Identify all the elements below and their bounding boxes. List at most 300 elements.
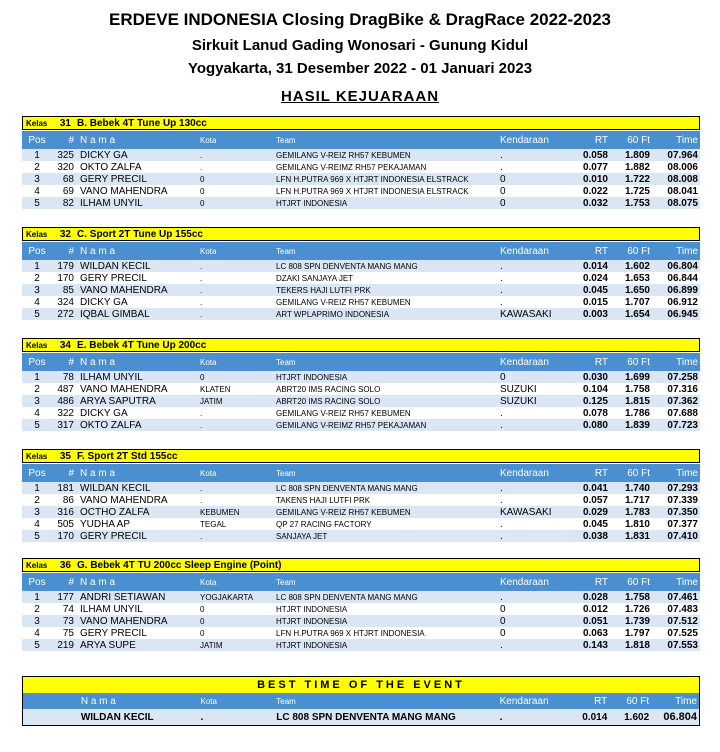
row-time: 07.410 (667, 530, 698, 542)
row-rt: 0.104 (582, 383, 608, 395)
col-rt: RT (594, 356, 608, 368)
table-row (22, 296, 700, 308)
row-kendaraan: KAWASAKI (500, 506, 552, 518)
row-ft: 1.739 (624, 615, 650, 627)
row-kendaraan: 0 (500, 185, 506, 197)
row-ft: 1.753 (624, 197, 650, 209)
row-kendaraan: . (500, 260, 503, 272)
col-pos: Pos (28, 576, 46, 588)
col-ft: 60 Ft (627, 134, 650, 146)
row-kendaraan: . (500, 407, 503, 419)
table-row (22, 383, 700, 395)
row-nama: OKTO ZALFA (80, 161, 142, 173)
col-team: Team (276, 135, 296, 145)
row-time: 06.804 (667, 260, 698, 272)
row-kendaraan: KAWASAKI (500, 308, 552, 320)
class-number: 32 (59, 228, 71, 240)
row-kendaraan: . (500, 530, 503, 542)
class-block (22, 338, 700, 431)
col-kendaraan: Kendaraan (500, 356, 549, 368)
row-nama: WILDAN KECIL (80, 260, 151, 272)
col-time: Time (676, 467, 698, 479)
row-nama: ARYA SAPUTRA (80, 395, 156, 407)
col-team: Team (276, 696, 296, 706)
col-pos: Pos (28, 356, 46, 368)
col-kendaraan: Kendaraan (499, 695, 549, 707)
row-time: 07.461 (667, 591, 698, 603)
row-number: 325 (57, 149, 74, 161)
best-team: LC 808 SPN DENVENTA MANG MANG (276, 711, 456, 723)
row-ft: 1.726 (624, 603, 650, 615)
col-kendaraan: Kendaraan (500, 576, 549, 588)
col-kota: Kota (200, 357, 217, 367)
row-team: GEMILANG V-REIMZ RH57 PEKAJAMAN (276, 420, 427, 430)
row-ft: 1.809 (624, 149, 650, 161)
row-time: 06.945 (667, 308, 698, 320)
row-team: LC 808 SPN DENVENTA MANG MANG (276, 261, 418, 271)
table-header (22, 573, 700, 591)
row-kota: 0 (200, 616, 205, 626)
col-team: Team (276, 357, 296, 367)
row-ft: 1.650 (624, 284, 650, 296)
row-kendaraan: . (500, 494, 503, 506)
row-ft: 1.654 (624, 308, 650, 320)
class-block (22, 449, 700, 542)
class-block (22, 227, 700, 320)
row-ft: 1.839 (624, 419, 650, 431)
row-team: SANJAYA JET (276, 531, 328, 541)
row-nama: YUDHA AP (80, 518, 131, 530)
class-number: 36 (59, 559, 71, 571)
row-kendaraan: . (500, 419, 503, 431)
row-kota: 0 (200, 604, 205, 614)
table-row (22, 284, 700, 296)
row-ft: 1.602 (624, 260, 650, 272)
row-nama: DICKY GA (80, 296, 128, 308)
row-number: 170 (57, 530, 74, 542)
row-pos: 4 (34, 185, 40, 197)
row-team: GEMILANG V-REIZ RH57 KEBUMEN (276, 507, 411, 517)
row-number: 68 (62, 173, 74, 185)
event-title: ERDEVE INDONESIA Closing DragBike & DragRace 2022-2023 (109, 10, 611, 29)
row-kota: 0 (200, 372, 205, 382)
row-ft: 1.810 (624, 518, 650, 530)
class-number: 35 (59, 450, 71, 462)
row-rt: 0.024 (582, 272, 608, 284)
kelas-label: Kelas (26, 340, 48, 350)
table-row (22, 260, 700, 272)
row-nama: ILHAM UNYIL (80, 371, 143, 383)
row-kendaraan: 0 (500, 627, 506, 639)
row-rt: 0.045 (582, 518, 608, 530)
row-kendaraan: 0 (500, 371, 506, 383)
row-team: LFN H.PUTRA 969 X HTJRT INDONESIA (276, 628, 425, 638)
row-number: 74 (62, 603, 74, 615)
row-kendaraan: . (500, 639, 503, 651)
row-rt: 0.015 (582, 296, 608, 308)
class-block (22, 116, 700, 209)
row-rt: 0.022 (582, 185, 608, 197)
col-pos: Pos (28, 134, 46, 146)
row-nama: VANO MAHENDRA (80, 284, 168, 296)
row-time: 08.075 (667, 197, 698, 209)
col-no: # (68, 245, 74, 257)
row-team: LFN H.PUTRA 969 X HTJRT INDONESIA ELSTRACK (276, 174, 469, 184)
row-rt: 0.014 (582, 260, 608, 272)
row-rt: 0.012 (582, 603, 608, 615)
row-kendaraan: . (500, 149, 503, 161)
table-row (22, 185, 700, 197)
row-kota: . (200, 495, 203, 505)
row-rt: 0.051 (582, 615, 608, 627)
row-ft: 1.725 (624, 185, 650, 197)
row-number: 324 (57, 296, 74, 308)
table-row (22, 530, 700, 542)
col-kota: Kota (200, 696, 217, 706)
col-kendaraan: Kendaraan (500, 467, 549, 479)
class-name: B. Bebek 4T Tune Up 130cc (77, 117, 207, 129)
col-nama: N a m a (80, 576, 116, 588)
table-row (22, 494, 700, 506)
row-number: 316 (57, 506, 74, 518)
row-kendaraan: . (500, 518, 503, 530)
table-row (22, 308, 700, 320)
col-ft: 60 Ft (627, 467, 650, 479)
row-rt: 0.030 (582, 371, 608, 383)
row-nama: VANO MAHENDRA (80, 383, 168, 395)
row-kota: JATIM (200, 396, 223, 406)
row-pos: 2 (34, 494, 40, 506)
row-pos: 4 (34, 518, 40, 530)
row-kota: . (200, 531, 203, 541)
row-kendaraan: . (500, 591, 503, 603)
row-nama: VANO MAHENDRA (80, 615, 168, 627)
row-time: 06.899 (667, 284, 698, 296)
class-title-bar (22, 449, 700, 463)
row-kendaraan: . (500, 272, 503, 284)
row-kendaraan: . (500, 482, 503, 494)
row-kota: YOGJAKARTA (200, 592, 254, 602)
table-row (22, 518, 700, 530)
row-pos: 5 (34, 197, 40, 209)
table-header (22, 131, 700, 149)
row-kendaraan: . (500, 284, 503, 296)
row-nama: ANDRI SETIAWAN (80, 591, 166, 603)
table-row (22, 506, 700, 518)
row-number: 320 (57, 161, 74, 173)
col-nama: N a m a (80, 695, 116, 707)
row-ft: 1.653 (624, 272, 650, 284)
row-number: 505 (57, 518, 74, 530)
col-team: Team (276, 577, 296, 587)
row-nama: GERY PRECIL (80, 272, 147, 284)
row-team: GEMILANG V-REIZ RH57 KEBUMEN (276, 297, 411, 307)
col-time: Time (676, 356, 698, 368)
col-no: # (68, 467, 74, 479)
row-number: 82 (62, 197, 74, 209)
row-kota: 0 (200, 174, 205, 184)
row-pos: 5 (34, 308, 40, 320)
row-team: GEMILANG V-REIZ RH57 KEBUMEN (276, 150, 411, 160)
row-kendaraan: . (500, 296, 503, 308)
row-time: 07.339 (667, 494, 698, 506)
row-kendaraan: 0 (500, 197, 506, 209)
row-number: 170 (57, 272, 74, 284)
col-team: Team (276, 246, 296, 256)
row-time: 06.912 (667, 296, 698, 308)
row-pos: 4 (34, 627, 40, 639)
best-kendaraan: . (499, 711, 503, 723)
col-kota: Kota (200, 577, 217, 587)
row-pos: 1 (34, 260, 40, 272)
col-rt: RT (594, 467, 608, 479)
row-number: 317 (57, 419, 74, 431)
row-time: 07.525 (667, 627, 698, 639)
row-ft: 1.707 (624, 296, 650, 308)
row-kendaraan: . (500, 161, 503, 173)
row-pos: 1 (34, 371, 40, 383)
row-number: 85 (62, 284, 74, 296)
col-rt: RT (594, 245, 608, 257)
table-row (22, 272, 700, 284)
table-row (22, 395, 700, 407)
col-no: # (68, 134, 74, 146)
row-team: ABRT20 IMS RACING SOLO (276, 384, 381, 394)
row-ft: 1.797 (624, 627, 650, 639)
class-title-bar (22, 558, 700, 572)
row-rt: 0.029 (582, 506, 608, 518)
event-venue: Sirkuit Lanud Gading Wonosari - Gunung Kidul (191, 37, 529, 54)
row-number: 181 (57, 482, 74, 494)
col-time: Time (676, 245, 698, 257)
row-kota: KEBUMEN (200, 507, 240, 517)
row-pos: 3 (34, 506, 40, 518)
class-name: E. Bebek 4T Tune Up 200cc (77, 339, 207, 351)
row-kota: . (200, 420, 203, 430)
table-row (22, 639, 700, 651)
row-rt: 0.057 (582, 494, 608, 506)
row-time: 08.008 (667, 173, 698, 185)
row-time: 08.006 (667, 161, 698, 173)
row-rt: 0.063 (582, 627, 608, 639)
row-rt: 0.058 (582, 149, 608, 161)
row-time: 07.723 (667, 419, 698, 431)
col-kota: Kota (200, 135, 217, 145)
row-rt: 0.041 (582, 482, 608, 494)
row-pos: 1 (34, 591, 40, 603)
row-nama: OKTO ZALFA (80, 419, 142, 431)
row-team: ART WPLAPRIMO INDONESIA (276, 309, 390, 319)
row-kota: . (200, 297, 203, 307)
row-number: 272 (57, 308, 74, 320)
row-rt: 0.010 (582, 173, 608, 185)
row-pos: 2 (34, 272, 40, 284)
row-pos: 3 (34, 284, 40, 296)
row-rt: 0.003 (582, 308, 608, 320)
row-rt: 0.080 (582, 419, 608, 431)
row-nama: GERY PRECIL (80, 627, 147, 639)
row-team: GEMILANG V-REIMZ RH57 PEKAJAMAN (276, 162, 427, 172)
row-nama: VANO MAHENDRA (80, 185, 168, 197)
section-title: HASIL KEJUARAAN (280, 88, 440, 105)
row-time: 07.553 (667, 639, 698, 651)
row-pos: 4 (34, 407, 40, 419)
row-kota: . (200, 273, 203, 283)
row-number: 322 (57, 407, 74, 419)
row-kota: JATIM (200, 640, 223, 650)
col-ft: 60 Ft (627, 576, 650, 588)
row-ft: 1.758 (624, 383, 650, 395)
row-kota: TEGAL (200, 519, 227, 529)
row-number: 486 (57, 395, 74, 407)
row-time: 07.377 (667, 518, 698, 530)
col-rt: RT (594, 695, 608, 707)
row-number: 219 (57, 639, 74, 651)
row-rt: 0.028 (582, 591, 608, 603)
row-kendaraan: 0 (500, 615, 506, 627)
best-time-panel (22, 676, 700, 726)
col-no: # (68, 356, 74, 368)
table-row (22, 615, 700, 627)
row-time: 07.350 (667, 506, 698, 518)
row-ft: 1.882 (624, 161, 650, 173)
row-kota: . (200, 261, 203, 271)
row-time: 07.258 (667, 371, 698, 383)
table-row (22, 371, 700, 383)
best-rt: 0.014 (582, 711, 608, 723)
col-nama: N a m a (80, 356, 116, 368)
row-pos: 5 (34, 530, 40, 542)
col-time: Time (676, 134, 698, 146)
row-team: DZAKI SANJAYA JET (276, 273, 354, 283)
row-team: GEMILANG V-REIZ RH57 KEBUMEN (276, 408, 411, 418)
row-pos: 3 (34, 395, 40, 407)
row-number: 78 (62, 371, 74, 383)
row-rt: 0.045 (582, 284, 608, 296)
table-row (22, 161, 700, 173)
col-rt: RT (594, 576, 608, 588)
row-kendaraan: 0 (500, 603, 506, 615)
row-pos: 1 (34, 149, 40, 161)
row-kendaraan: 0 (500, 173, 506, 185)
row-pos: 2 (34, 603, 40, 615)
table-row (22, 482, 700, 494)
row-team: TEKERS HAJI LUTFI PRK (276, 285, 371, 295)
row-kota: . (200, 285, 203, 295)
row-kota: KLATEN (200, 384, 231, 394)
row-number: 73 (62, 615, 74, 627)
row-pos: 2 (34, 161, 40, 173)
row-pos: 4 (34, 296, 40, 308)
row-team: HTJRT INDONESIA (276, 616, 348, 626)
row-team: HTJRT INDONESIA (276, 604, 348, 614)
row-kota: 0 (200, 198, 205, 208)
row-pos: 3 (34, 615, 40, 627)
class-title-bar (22, 227, 700, 241)
col-pos: Pos (28, 467, 46, 479)
table-row (22, 627, 700, 639)
row-time: 06.844 (667, 272, 698, 284)
row-team: HTJRT INDONESIA (276, 640, 348, 650)
col-nama: N a m a (80, 245, 116, 257)
col-team: Team (276, 468, 296, 478)
row-rt: 0.032 (582, 197, 608, 209)
row-nama: ILHAM UNYIL (80, 197, 143, 209)
row-ft: 1.717 (624, 494, 650, 506)
table-row (22, 149, 700, 161)
row-number: 75 (62, 627, 74, 639)
row-number: 179 (57, 260, 74, 272)
row-ft: 1.815 (624, 395, 650, 407)
row-time: 07.362 (667, 395, 698, 407)
row-time: 07.483 (667, 603, 698, 615)
row-kendaraan: SUZUKI (500, 395, 537, 407)
row-time: 07.316 (667, 383, 698, 395)
table-row (22, 173, 700, 185)
row-nama: DICKY GA (80, 149, 128, 161)
row-time: 07.688 (667, 407, 698, 419)
row-kota: . (200, 408, 203, 418)
class-title-bar (22, 116, 700, 130)
row-nama: ILHAM UNYIL (80, 603, 143, 615)
class-name: F. Sport 2T Std 155cc (77, 450, 178, 462)
row-kota: . (200, 150, 203, 160)
row-pos: 2 (34, 383, 40, 395)
row-team: LFN H.PUTRA 969 X HTJRT INDONESIA ELSTRACK (276, 186, 469, 196)
best-kota: . (200, 711, 204, 723)
row-rt: 0.038 (582, 530, 608, 542)
col-pos: Pos (28, 245, 46, 257)
col-nama: N a m a (80, 467, 116, 479)
row-nama: VANO MAHENDRA (80, 494, 168, 506)
col-rt: RT (594, 134, 608, 146)
best-nama: WILDAN KECIL (80, 711, 154, 723)
event-date: Yogyakarta, 31 Desember 2022 - 01 Januari 2023 (187, 60, 533, 77)
kelas-label: Kelas (26, 560, 48, 570)
row-kota: . (200, 483, 203, 493)
class-block (22, 558, 700, 651)
col-kendaraan: Kendaraan (500, 245, 549, 257)
row-kota: 0 (200, 186, 205, 196)
row-ft: 1.699 (624, 371, 650, 383)
row-nama: OCTHO ZALFA (80, 506, 150, 518)
col-nama: N a m a (80, 134, 116, 146)
table-header (22, 242, 700, 260)
col-ft: 60 Ft (626, 695, 650, 707)
table-header (22, 353, 700, 371)
row-team: HTJRT INDONESIA (276, 372, 348, 382)
table-row (22, 197, 700, 209)
row-team: ABRT20 IMS RACING SOLO (276, 396, 381, 406)
col-kota: Kota (200, 468, 217, 478)
kelas-label: Kelas (26, 451, 48, 461)
row-ft: 1.818 (624, 639, 650, 651)
best-time: 06.804 (663, 711, 697, 723)
row-rt: 0.078 (582, 407, 608, 419)
row-ft: 1.831 (624, 530, 650, 542)
table-row (22, 603, 700, 615)
class-title-bar (22, 338, 700, 352)
table-row (22, 591, 700, 603)
col-ft: 60 Ft (627, 245, 650, 257)
row-nama: ARYA SUPE (80, 639, 136, 651)
row-ft: 1.786 (624, 407, 650, 419)
class-number: 31 (59, 117, 71, 129)
row-nama: GERY PRECIL (80, 530, 147, 542)
row-time: 07.512 (667, 615, 698, 627)
table-header (22, 464, 700, 482)
row-kota: . (200, 162, 203, 172)
